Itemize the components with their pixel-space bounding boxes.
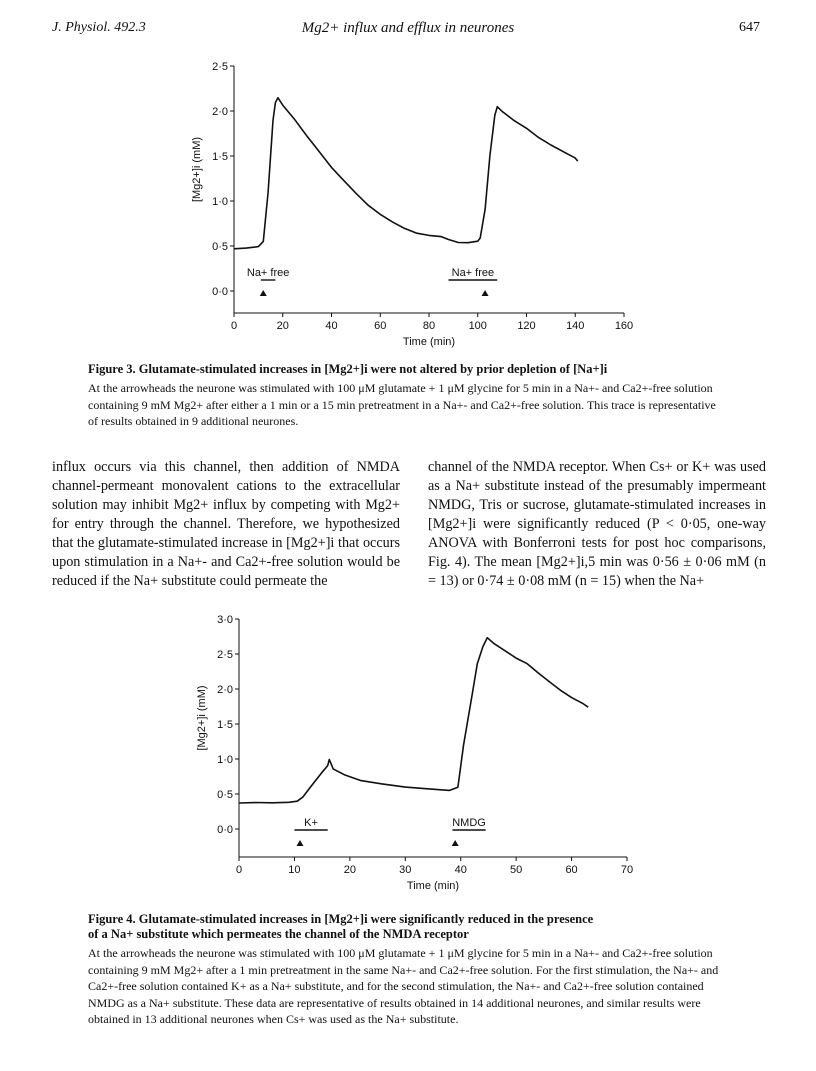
y-tick-label: 0·5 [217,789,233,801]
y-tick-label: 0·0 [217,824,233,836]
figure-4-chart [195,612,645,902]
stimulus-arrowhead [260,290,267,296]
body-text-right-column: channel of the NMDA receptor. When Cs+ or K+ was used as a Na+ substitute instead of the presumably impermeant NMDG, Tris or sucrose, glutamate-stimulated increases in [Mg2+]i were significantly reduced (P < 0·05, one-way ANOVA with Bonferroni tests for post hoc comparisons, Fig. 4). The mean [Mg2+]i,5 min was 0·56 ± 0·06 mM (n = 13) or 0·74 ± 0·08 mM (n = 15) when the Na+ [428,459,766,589]
running-header-title: Mg2+ influx and efflux in neurones [301,20,515,36]
x-axis-label: Time (min) [402,336,456,348]
x-tick-label: 80 [422,320,436,332]
x-tick-label: 30 [399,864,412,876]
y-tick-label: 0·0 [212,286,228,298]
x-tick-label: 120 [517,320,536,332]
y-tick-label: 1·0 [212,196,228,208]
figure-4-caption-title-line-2: of a Na+ substitute which permeates the channel of the NMDA receptor [88,927,469,941]
figure-4-caption-title-line-1: Figure 4. Glutamate-stimulated increases in [Mg2+]i were significantly reduced in the presence [88,912,594,926]
trace-line [234,98,578,249]
figure-3-caption [88,362,728,430]
y-tick-label: 3·0 [217,614,233,626]
x-tick-label: 60 [565,864,578,876]
y-tick-label: 2·5 [212,61,228,73]
y-tick-label: 0·5 [212,241,228,253]
y-axis-label: [Mg2+]i (mM) [191,136,203,203]
x-tick-label: 20 [343,864,356,876]
y-tick-label: 1·5 [217,719,233,731]
x-axis-label: Time (min) [406,880,460,892]
x-tick-label: 40 [325,320,338,332]
y-tick-label: 2·0 [212,106,228,118]
running-header-journal: J. Physiol. 492.3 [52,20,146,35]
figure-3-caption-body: At the arrowheads the neurone was stimulated with 100 μM glutamate + 1 μM glycine for 5 min in a Na+- and Ca2+-free solution containing 9 mM Mg2+ after either a 1 min or a 15 min pretreatment in a Na+- and Ca2+-free solution. This trace is representative of results obtained in 9 additional neurones. [88,381,716,428]
stimulus-arrowhead [452,840,459,846]
x-tick-label: 0 [230,320,238,332]
trace-line [239,638,588,803]
stimulus-label: Na+ free [451,267,495,279]
figure-3-caption-title: Figure 3. Glutamate-stimulated increases in [Mg2+]i were not altered by prior depletion of [Na+]i [88,362,608,376]
stimulus-label: K+ [304,817,318,829]
y-tick-label: 2·5 [217,649,233,661]
x-tick-label: 60 [374,320,387,332]
x-tick-label: 10 [288,864,301,876]
y-tick-label: 1·0 [217,754,233,766]
stimulus-label: NMDG [452,817,486,829]
y-tick-label: 1·5 [212,151,228,163]
x-tick-label: 0 [235,864,243,876]
page-number: 647 [739,20,760,35]
stimulus-label: Na+ free [246,267,290,279]
body-text-left-column: influx occurs via this channel, then addition of NMDA channel-permeant monovalent cations to the extracellular solution may inhibit Mg2+ influx by competing with Mg2+ for entry through the channel. Therefore, we hypothesized that the glutamate-stimulated increase in [Mg2+]i that occurs upon stimulation in a Na+- and Ca2+-free solution would be reduced if the Na+ substitute could permeate the [52,459,400,589]
x-tick-label: 140 [566,320,585,332]
figure-4-caption [88,912,728,1028]
y-tick-label: 2·0 [217,684,233,696]
x-tick-label: 160 [614,320,634,332]
x-tick-label: 40 [454,864,467,876]
y-axis-label: [Mg2+]i (mM) [196,685,208,751]
figure-4-caption-body: At the arrowheads the neurone was stimulated with 100 μM glutamate + 1 μM glycine for 5 min in a Na+- and Ca2+-free solution containing 9 mM Mg2+ after a 1 min pretreatment in the same Na+- and Ca2+-free solution. For the first stimulation, the Na+- and Ca2+-free solution contained K+ as a Na+ substitute, and for the second stimulation, the Na+- and Ca2+-free solution contained NMDG as a Na+ substitute. These data are representative of results obtained in 14 additional neurones, and similar results were obtained in 13 additional neurones when Cs+ was used as the Na+ substitute. [88,946,719,1026]
stimulus-arrowhead [296,840,303,846]
figure-4-svg [195,612,645,902]
x-tick-label: 100 [468,320,487,332]
x-tick-label: 70 [620,864,634,876]
x-tick-label: 50 [510,864,523,876]
figure-3-chart [190,58,660,358]
stimulus-arrowhead [482,290,489,296]
figure-3-svg [190,58,660,358]
x-tick-label: 20 [276,320,289,332]
